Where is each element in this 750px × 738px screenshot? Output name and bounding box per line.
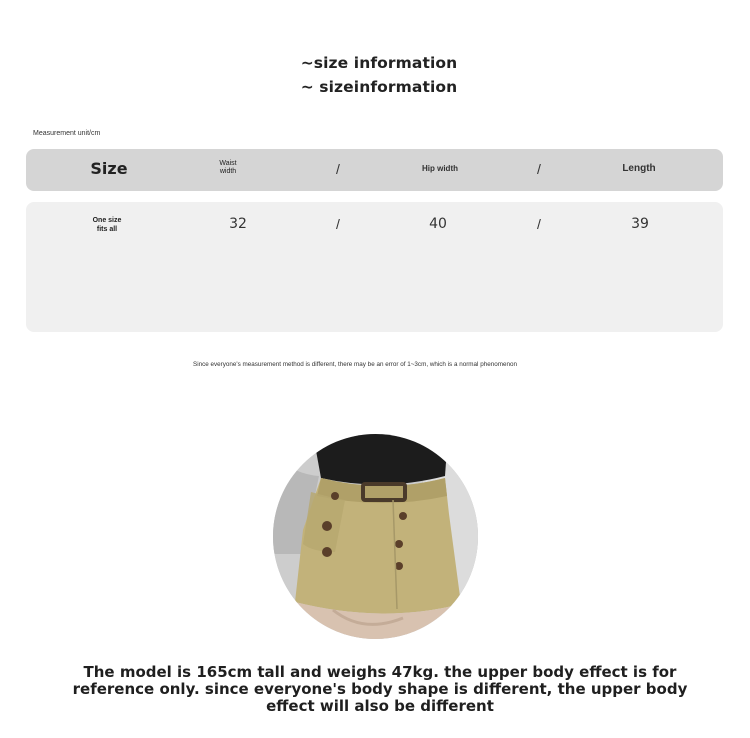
product-photo <box>273 434 478 639</box>
header-length: Length <box>622 163 656 174</box>
header-waist-label: Waist width <box>219 160 237 175</box>
header-separator: / <box>336 161 340 177</box>
row-size-label: One size fits all <box>92 217 122 233</box>
row-waist-value: 32 <box>229 216 247 232</box>
header-size: Size <box>90 159 128 178</box>
row-length-value: 39 <box>631 216 649 232</box>
model-size-note: The model is 165cm tall and weighs 47kg. the upper body effect is for reference only. since everyone's body shape is different, the upper body effect will also be different <box>72 663 688 715</box>
row-hip-value: 40 <box>429 216 447 232</box>
header-hip-width: Hip width <box>422 164 458 173</box>
row-separator: / <box>537 216 541 232</box>
title-line-2: ~ sizeinformation <box>300 78 458 96</box>
header-waist-width <box>208 160 248 176</box>
skirt-photo-illustration <box>273 434 478 639</box>
header-separator: / <box>537 161 541 177</box>
row-separator: / <box>336 216 340 232</box>
title-line-1: ~size information <box>300 54 458 72</box>
row-size-value <box>82 216 132 234</box>
measurement-disclaimer: Since everyone's measurement method is different, there may be an error of 1~3cm, which is a normal phenomenon <box>193 361 517 368</box>
measurement-unit-note: Measurement unit/cm <box>33 130 101 137</box>
